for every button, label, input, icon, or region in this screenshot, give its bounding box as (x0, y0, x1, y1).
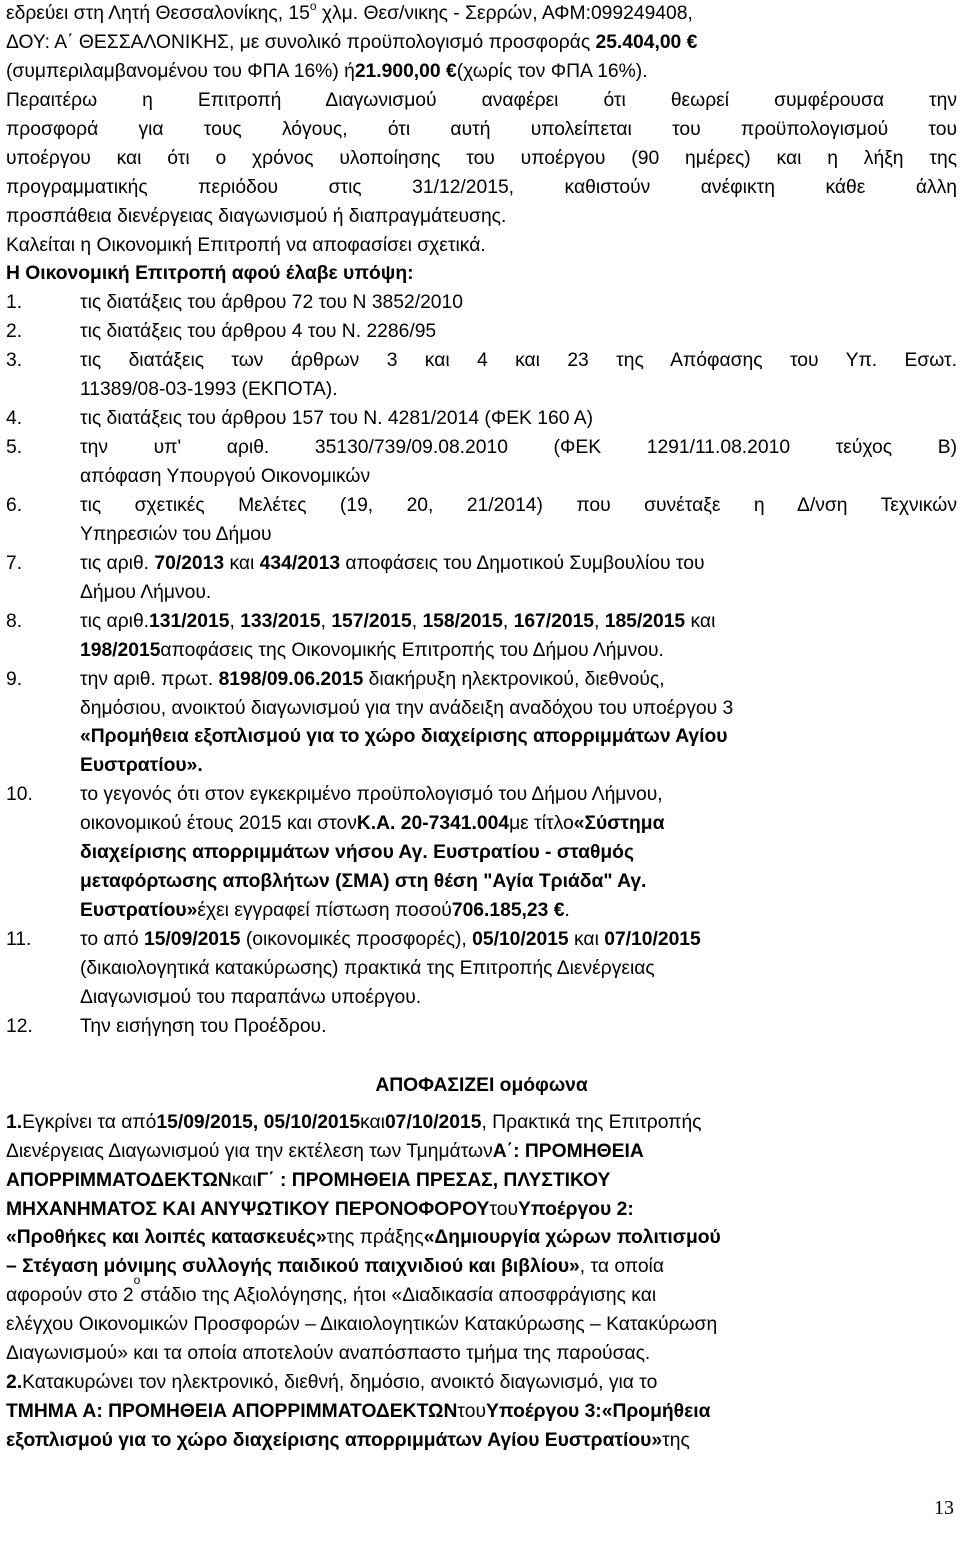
list-item: 9. την αριθ. πρωτ. 8198/09.06.2015 διακήρυξη ηλεκτρονικού, διεθνούς, (6, 668, 665, 690)
text-line: ΑΠΟΡΡΙΜΜΑΤΟΔΕΚΤΩΝ και Γ΄ : ΠΡΟΜΗΘΕΙΑ ΠΡΕΣΑΣ, ΠΛΥΣΤΙΚΟΥ (6, 1169, 611, 1191)
decision-title: ΑΠΟΦΑΣΙΖΕΙ ομόφωνα (375, 1074, 588, 1096)
text-line: Διενέργειας Διαγωνισμού για την εκτέλεση των Τμημάτων Α΄: ΠΡΟΜΗΘΕΙΑ (6, 1140, 644, 1162)
list-item: 3. τις διατάξεις των άρθρων 3 και 4 και 23 της Απόφασης του Υπ. Εσωτ. (6, 350, 957, 372)
text-line: εδρεύει στη Λητή Θεσσαλονίκης, $15^o$ χλμ. Θεσ/νικης - Σερρών, ΑΦΜ:099249408, (6, 0, 693, 24)
page-number: 13 (934, 1497, 954, 1519)
list-item-continuation: απόφαση Υπουργού Οικονομικών (80, 466, 371, 487)
list-item: 7. τις αριθ. 70/2013 και 434/2013 αποφάσεις του Δημοτικού Συμβουλίου του (6, 552, 705, 574)
text-line: 2. Κατακυρώνει τον ηλεκτρονικό, διεθνή, δημόσιο, ανοικτό διαγωνισμό, για το (6, 1372, 658, 1394)
list-item-continuation: δημόσιου, ανοικτού διαγωνισμού για την ανάδειξη αναδόχου του υποέργου 3 (80, 697, 734, 719)
text-line: υποέργου και ότι ο χρόνος υλοποίησης του υποέργου (90 ημέρες) και η λήξη της (6, 147, 957, 169)
list-item: 8. τις αριθ.131/2015, 133/2015, 157/2015, 158/2015, 167/2015, 185/2015 και (6, 610, 716, 632)
list-item-continuation: οικονομικού έτους 2015 και στον Κ.Α. 20-7341.004 με τίτλο «Σύστημα (80, 813, 665, 835)
list-item-continuation: «Προμήθεια εξοπλισμού για το χώρο διαχείρισης απορριμμάτων Αγίου (80, 726, 728, 748)
text-line: εξοπλισμού για το χώρο διαχείρισης απορριμμάτων Αγίου Ευστρατίου» της (6, 1430, 690, 1451)
list-item-continuation: Ευστρατίου» έχει εγγραφεί πίστωση ποσού 706.185,23 € . (80, 900, 570, 922)
text-line: (συμπεριλαμβανομένου του ΦΠΑ 16%) ή 21.900,00 € (χωρίς τον ΦΠΑ 16%). (6, 60, 648, 82)
text-line: προσπάθεια διενέργειας διαγωνισμού ή διαπραγμάτευσης. (6, 205, 507, 227)
text-line: προγραμματικής περιόδου στις 31/12/2015, καθιστούν ανέφικτη κάθε άλλη (6, 176, 957, 198)
list-item: 11. το από 15/09/2015 (οικονομικές προσφορές), 05/10/2015 και 07/10/2015 (6, 929, 701, 950)
list-item: 1. τις διατάξεις του άρθρου 72 του Ν 3852/2010 (6, 292, 463, 314)
list-item: 10. το γεγονός ότι στον εγκεκριμένο προϋπολογισμό του Δήμου Λήμνου, (6, 784, 663, 806)
list-item-continuation: 11389/08-03-1993 (ΕΚΠΟΤΑ). (80, 379, 338, 401)
text-line: ΤΜΗΜΑ Α: ΠΡΟΜΗΘΕΙΑ ΑΠΟΡΡΙΜΜΑΤΟΔΕΚΤΩΝ του Υποέργου 3: «Προμήθεια (6, 1401, 711, 1423)
list-item-continuation: Υπηρεσιών του Δήμου (80, 523, 272, 545)
list-item: 4. τις διατάξεις του άρθρου 157 του Ν. 4281/2014 (ΦΕΚ 160 Α) (6, 408, 594, 430)
text-line: «Προθήκες και λοιπές κατασκευές» της πράξης «Δημιουργία χώρων πολιτισμού (6, 1227, 721, 1249)
list-item-continuation: μεταφόρτωσης αποβλήτων (ΣΜΑ) στη θέση "Αγία Τριάδα" Αγ. (80, 871, 647, 893)
text-line: 1. Εγκρίνει τα από 15/09/2015, 05/10/2015 και 07/10/2015 , Πρακτικά της Επιτροπής (6, 1111, 702, 1133)
text-line: Περαιτέρω η Επιτροπή Διαγωνισμού αναφέρει ότι θεωρεί συμφέρουσα την (6, 89, 957, 111)
text-line: Καλείται η Οικονομική Επιτροπή να αποφασίσει σχετικά. (6, 234, 486, 256)
text-line: ΜΗΧΑΝΗΜΑΤΟΣ ΚΑΙ ΑΝΥΨΩΤΙΚΟΥ ΠΕΡΟΝΟΦΟΡΟΥ του Υποέργου 2: (6, 1198, 634, 1220)
list-item: 2. τις διατάξεις του άρθρου 4 του Ν. 2286/95 (6, 321, 437, 343)
text-line: προσφορά για τους λόγους, ότι αυτή υπολείπεται του προϋπολογισμού του (6, 118, 957, 140)
list-item: 12. Την εισήγηση του Προέδρου. (6, 1015, 327, 1037)
list-item-continuation: Ευστρατίου». (80, 755, 203, 777)
list-item-continuation: Διαγωνισμού του παραπάνω υποέργου. (80, 986, 422, 1008)
text-line: ελέγχου Οικονομικών Προσφορών – Δικαιολογητικών Κατακύρωσης – Κατακύρωση (6, 1314, 718, 1336)
list-item-continuation: Δήμου Λήμνου. (80, 581, 212, 603)
text-line: – Στέγαση μόνιμης συλλογής παιδικού παιχνιδιού και βιβλίου» , τα οποία (6, 1256, 664, 1278)
list-item-continuation: διαχείρισης απορριμμάτων νήσου Αγ. Ευστρατίου - σταθμός (80, 842, 634, 864)
list-item-continuation: (δικαιολογητικά κατακύρωσης) πρακτικά της Επιτροπής Διενέργειας (80, 957, 655, 979)
section-heading: Η Οικονομική Επιτροπή αφού έλαβε υπόψη: (6, 263, 414, 285)
text-line: αφορούν στο 2 $^o$ στάδιο της Αξιολόγησης, ήτοι «Διαδικασία αποσφράγισης και (6, 1273, 657, 1307)
text-line: ΔΟΥ: Α΄ ΘΕΣΣΑΛΟΝΙΚΗΣ, με συνολικό προϋπολογισμό προσφοράς 25.404,00 € (6, 31, 698, 53)
list-item-continuation: 198/2015 αποφάσεις της Οικονομικής Επιτροπής του Δήμου Λήμνου. (80, 639, 664, 661)
text-line: Διαγωνισμού» και τα οποία αποτελούν αναπόσπαστο τμήμα της παρούσας. (6, 1343, 651, 1365)
list-item: 5. την υπ' αριθ. 35130/739/09.08.2010 (ΦΕΚ 1291/11.08.2010 τεύχος Β) (6, 437, 957, 459)
list-item: 6. τις σχετικές Μελέτες (19, 20, 21/2014) που συνέταξε η Δ/νση Τεχνικών (6, 494, 957, 516)
